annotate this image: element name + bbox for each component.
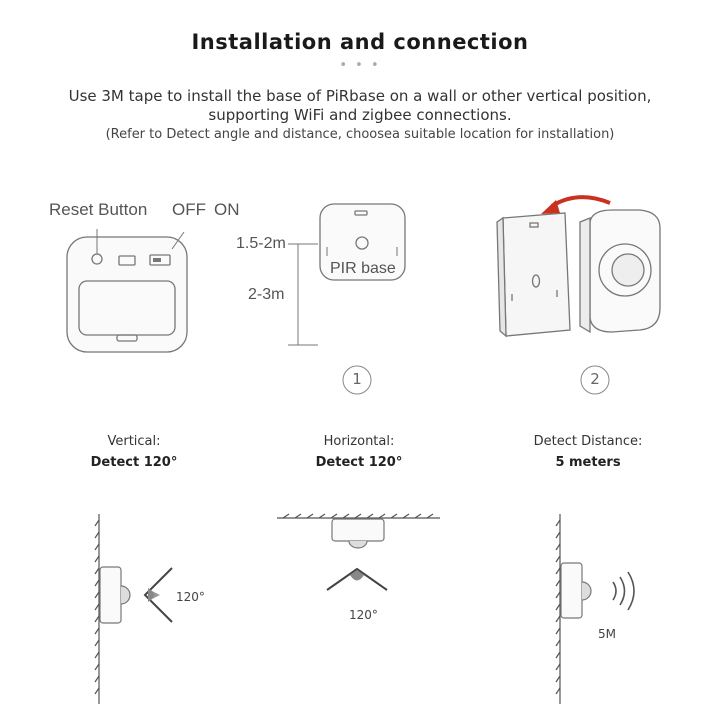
horizontal-angle-label: 120°	[349, 608, 378, 622]
signal-waves-icon	[613, 572, 634, 610]
description-line-1: Use 3M tape to install the base of PiRbase on a wall or other vertical position,	[68, 87, 652, 105]
step-1-number: 1	[352, 370, 362, 388]
off-label: OFF	[172, 200, 206, 219]
mount-arrow	[552, 197, 610, 206]
horizontal-sensor	[332, 519, 384, 548]
distance-title: Detect Distance:	[533, 434, 643, 449]
installation-note: (Refer to Detect angle and distance, choosea suitable location for installation)	[105, 127, 615, 142]
vertical-title: Vertical:	[107, 434, 161, 449]
height-scale	[288, 244, 318, 345]
vertical-sensor	[100, 567, 130, 623]
step-2-number: 2	[590, 370, 600, 388]
device-back-view	[67, 229, 187, 352]
page-title: Installation and connection	[191, 30, 529, 54]
vertical-value: Detect 120°	[90, 455, 178, 470]
distance-wall	[556, 514, 560, 704]
vertical-angle-label: 120°	[176, 590, 205, 604]
on-label: ON	[214, 200, 240, 219]
reset-button-label: Reset Button	[49, 200, 148, 219]
description-line-2: supporting WiFi and zigbee connections.	[208, 106, 512, 124]
height-bottom-label: 2-3m	[248, 286, 285, 303]
height-top-label: 1.5-2m	[236, 235, 286, 252]
distance-mark-label: 5M	[598, 627, 616, 641]
mount-assembly-view	[497, 210, 660, 336]
title-divider-dots: • • •	[339, 58, 381, 73]
distance-sensor	[561, 563, 591, 618]
horizontal-value: Detect 120°	[315, 455, 403, 470]
vertical-wall	[95, 514, 99, 704]
horizontal-title: Horizontal:	[323, 434, 395, 449]
distance-value: 5 meters	[555, 455, 621, 470]
pir-base-label: PIR base	[330, 260, 396, 277]
horizontal-ceiling	[277, 514, 440, 518]
